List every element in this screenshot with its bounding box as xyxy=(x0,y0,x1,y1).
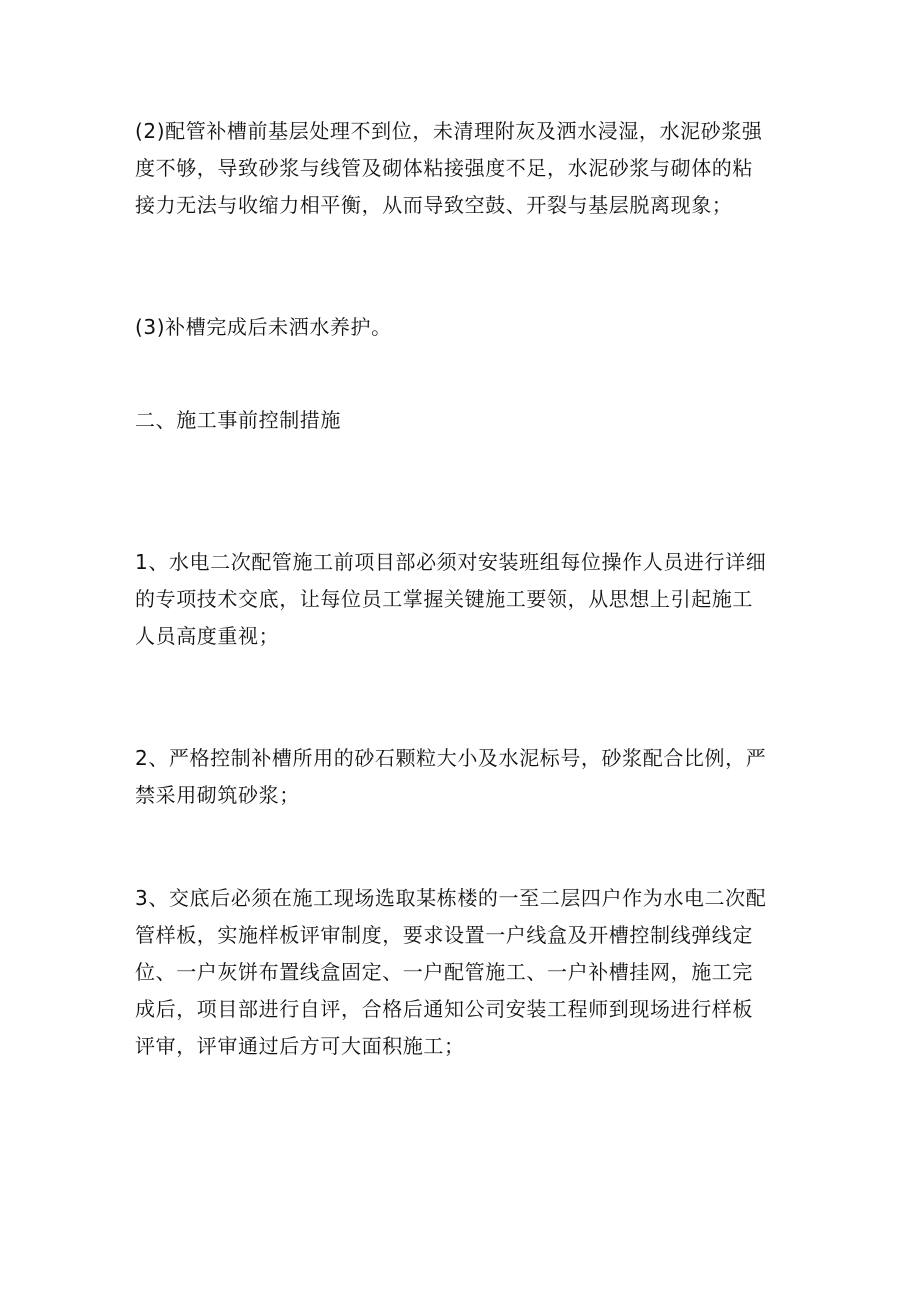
text-line: 度不够，导致砂浆与线管及砌体粘接强度不足，水泥砂浆与砌体的粘 xyxy=(135,156,753,180)
text-line: (3)补槽完成后未洒水养护。 xyxy=(135,315,392,339)
paragraph-cause-3 xyxy=(135,309,795,346)
text-line: 人员高度重视； xyxy=(135,624,280,648)
text-line: 3、交底后必须在施工现场选取某栋楼的一至二层四户作为水电二次配 xyxy=(135,886,767,910)
heading-text: 二、施工事前控制措施 xyxy=(135,408,341,432)
text-line: 2、严格控制补槽所用的砂石颗粒大小及水泥标号，砂浆配合比例，严 xyxy=(135,746,767,770)
paragraph-measure-1 xyxy=(135,544,795,655)
text-line: (2)配管补槽前基层处理不到位，未清理附灰及洒水浸湿，水泥砂浆强 xyxy=(135,119,763,143)
section-heading xyxy=(135,402,795,439)
paragraph-measure-2 xyxy=(135,740,795,814)
text-line: 1、水电二次配管施工前项目部必须对安装班组每位操作人员进行详细 xyxy=(135,550,767,574)
text-line: 的专项技术交底，让每位员工掌握关键施工要领，从思想上引起施工 xyxy=(135,587,753,611)
text-line: 管样板，实施样板评审制度，要求设置一户线盒及开槽控制线弹线定 xyxy=(135,923,753,947)
paragraph-cause-2 xyxy=(135,113,795,224)
text-line: 位、一户灰饼布置线盒固定、一户配管施工、一户补槽挂网，施工完 xyxy=(135,960,753,984)
text-line: 成后，项目部进行自评，合格后通知公司安装工程师到现场进行样板 xyxy=(135,997,753,1021)
text-line: 禁采用砌筑砂浆； xyxy=(135,783,300,807)
text-line: 评审，评审通过后方可大面积施工； xyxy=(135,1034,465,1058)
paragraph-measure-3 xyxy=(135,880,795,1065)
text-line: 接力无法与收缩力相平衡，从而导致空鼓、开裂与基层脱离现象； xyxy=(135,193,733,217)
